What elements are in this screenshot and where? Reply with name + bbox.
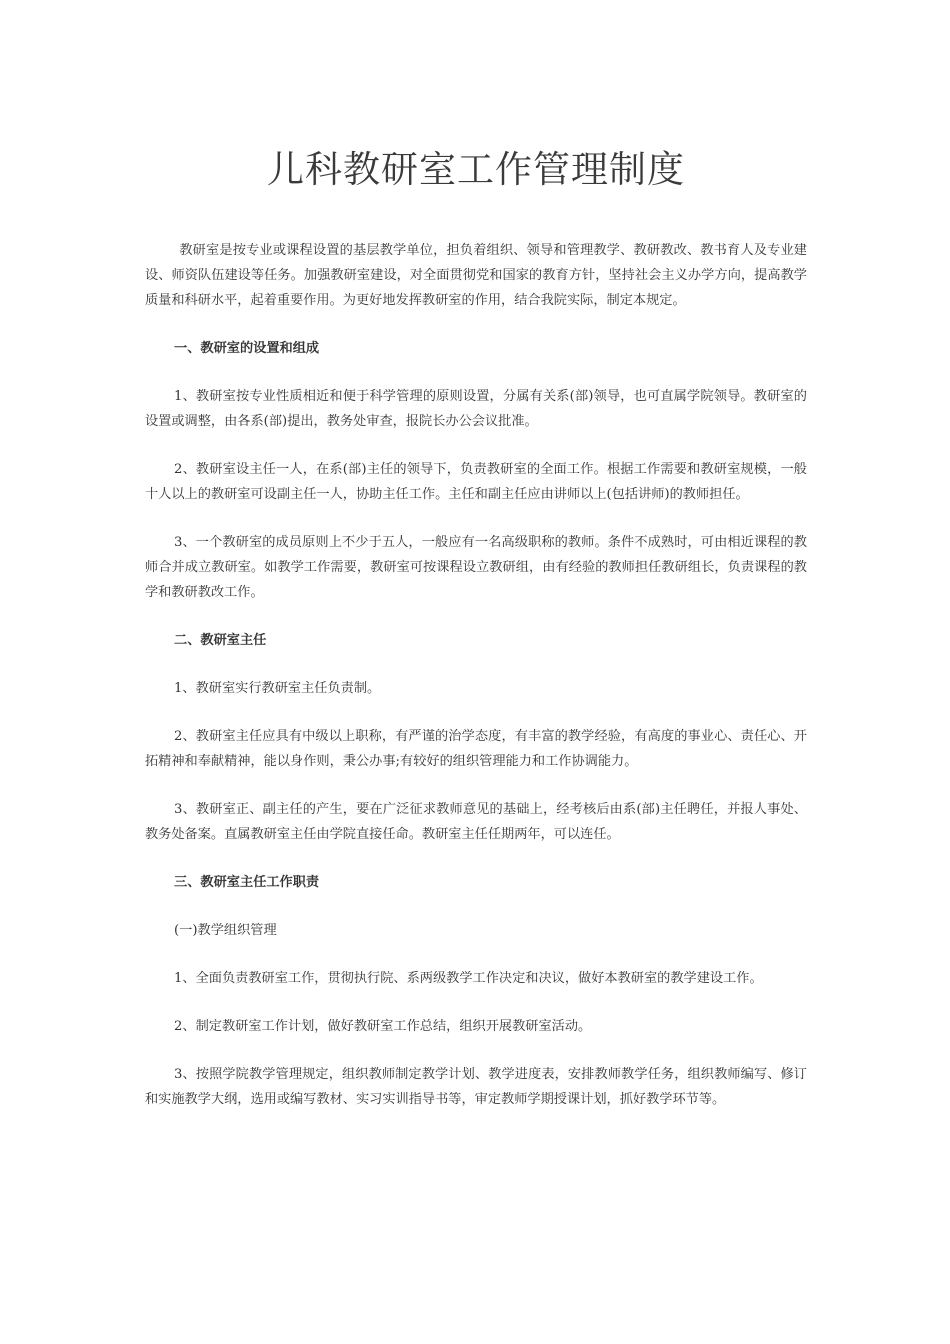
section-1-paragraph-3: 3、一个教研室的成员原则上不少于五人，一般应有一名高级职称的教师。条件不成熟时，可由相近课程的教师合并成立教研室。如教学工作需要，教研室可按课程设立教研组，由有经验的教师担任教研组长，负责课程的教学和教研教改工作。 (145, 535, 807, 600)
section-2-paragraph-3: 3、教研室正、副主任的产生，要在广泛征求教师意见的基础上，经考核后由系(部)主任聘任，并报人事处、教务处备案。直属教研室主任由学院直接任命。教研室主任任期两年，可以连任。 (145, 802, 807, 842)
section-1-paragraph-1: 1、教研室按专业性质相近和便于科学管理的原则设置，分属有关系(部)领导，也可直属学院领导。教研室的设置或调整，由各系(部)提出，教务处审查，报院长办公会议批准。 (145, 389, 807, 429)
document-page (145, 140, 807, 1135)
section-1-paragraph-2: 2、教研室设主任一人，在系(部)主任的领导下，负责教研室的全面工作。根据工作需要和教研室规模，一般十人以上的教研室可设副主任一人，协助主任工作。主任和副主任应由讲师以上(包括讲师)的教师担任。 (145, 462, 807, 502)
section-heading-2: 二、教研室主任 (174, 633, 267, 648)
document-title: 儿科教研室工作管理制度 (267, 148, 685, 191)
section-3-paragraph-3: 3、按照学院教学管理规定，组织教师制定教学计划、教学进度表，安排教师教学任务，组织教师编写、修订和实施教学大纲，选用或编写教材、实习实训指导书等，审定教师学期授课计划，抓好教学环节等。 (145, 1067, 807, 1107)
section-2-paragraph-1: 1、教研室实行教研室主任负责制。 (174, 681, 381, 696)
section-3-subheading: (一)教学组织管理 (174, 923, 277, 938)
section-2-paragraph-2: 2、教研室主任应具有中级以上职称，有严谨的治学态度，有丰富的教学经验，有高度的事业心、责任心、开拓精神和奉献精神，能以身作则，秉公办事;有较好的组织管理能力和工作协调能力。 (145, 729, 807, 769)
section-3-paragraph-2: 2、制定教研室工作计划，做好教研室工作总结，组织开展教研室活动。 (174, 1019, 592, 1034)
section-heading-3: 三、教研室主任工作职责 (174, 875, 320, 890)
section-heading-1: 一、教研室的设置和组成 (174, 341, 320, 356)
intro-paragraph: 教研室是按专业或课程设置的基层教学单位，担负着组织、领导和管理教学、教研教改、教书育人及专业建设、师资队伍建设等任务。加强教研室建设，对全面贯彻党和国家的教育方针，坚持社会主义办学方向，提高教学质量和科研水平，起着重要作用。为更好地发挥教研室的作用，结合我院实际，制定本规定。 (145, 243, 807, 308)
section-3-paragraph-1: 1、全面负责教研室工作，贯彻执行院、系两级教学工作决定和决议，做好本教研室的教学建设工作。 (174, 971, 763, 986)
